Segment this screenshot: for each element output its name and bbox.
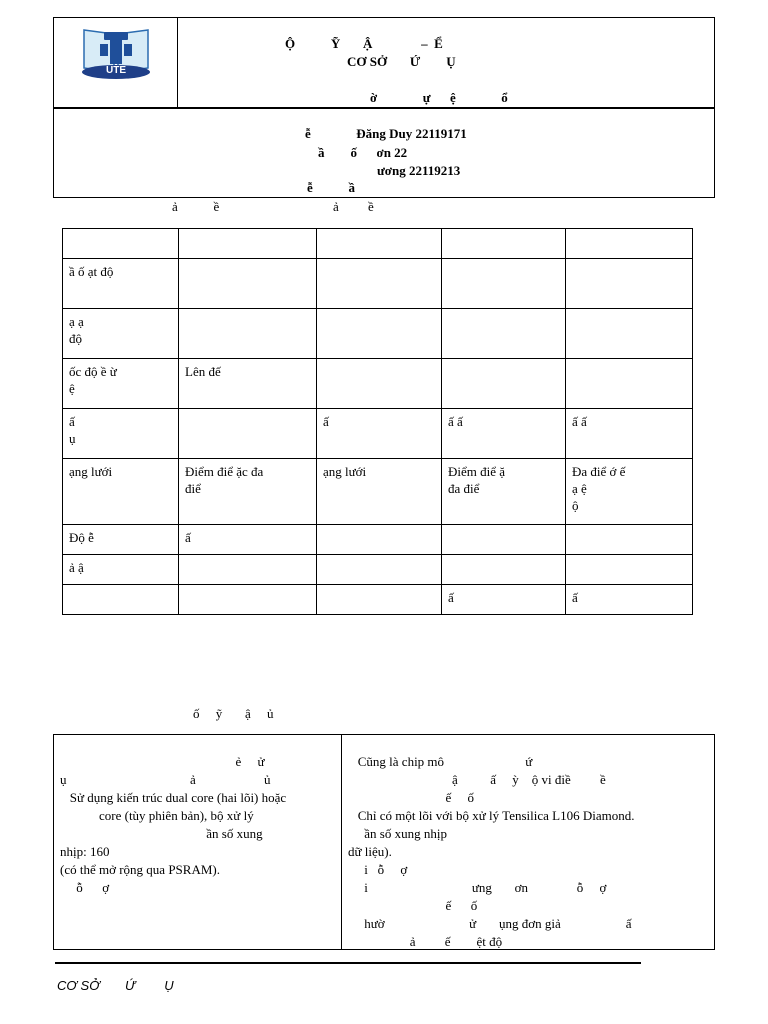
table-cell <box>317 309 442 359</box>
table-cell <box>317 525 442 555</box>
table-row <box>63 259 693 309</box>
table-cell: ấ ấ <box>566 409 693 459</box>
table-cell <box>179 585 317 615</box>
table-cell: ấ <box>317 409 442 459</box>
table-cell <box>566 229 693 259</box>
members-line2: ầ ố ơn 22 <box>318 145 408 160</box>
table-cell: Lên đế <box>179 359 317 409</box>
compare-right-line: dữ liệu). <box>348 844 392 859</box>
table-cell: ầ ố ạt độ <box>63 259 179 309</box>
table-cell <box>179 555 317 585</box>
comparison-table-body <box>63 229 693 615</box>
ute-logo <box>80 24 152 82</box>
table-cell <box>63 229 179 259</box>
table-cell: Điểm điể ặc đa điể <box>179 459 317 525</box>
compare-right-line: hườ ử ụng đơn giả ấ <box>348 916 632 931</box>
compare-caption: ố ỹ ậ ủ <box>193 706 274 721</box>
table-cell: ấ ụ <box>63 409 179 459</box>
compare-right-line: ế ố <box>348 898 478 913</box>
compare-divider <box>341 734 342 950</box>
compare-left-line: Sử dụng kiến trúc dual core (hai lõi) hoặc <box>60 790 287 805</box>
table-cell: Đa điể ớ ế ạ ệ ộ <box>566 459 693 525</box>
table-row <box>63 229 693 259</box>
table-cell <box>566 359 693 409</box>
compare-left-line: (có thể mở rộng qua PSRAM). <box>60 862 220 877</box>
table-row <box>63 585 693 615</box>
table-row <box>63 525 693 555</box>
compare-left-line: ần số xung <box>60 826 263 841</box>
compare-right-line: i ỗ ợ <box>348 862 408 877</box>
header-divider <box>177 17 178 108</box>
table-cell <box>442 555 566 585</box>
table-cell: ả ậ <box>63 555 179 585</box>
table-cell: ấ ấ <box>442 409 566 459</box>
members-line3: ương 22119213 <box>377 163 461 178</box>
table-cell: Điểm điể ặ đa điể <box>442 459 566 525</box>
header-line3: ờ ự ệ ổ <box>370 90 508 105</box>
table-cell <box>179 229 317 259</box>
compare-left-column <box>60 753 336 897</box>
table-cell: ốc độ ề ừ ệ <box>63 359 179 409</box>
compare-left-line: ỗ ợ <box>60 880 110 895</box>
compare-right-line: ậ ấ ỳ ộ vi điề ề <box>348 772 606 787</box>
compare-right-line: i ưng ơn ỗ ợ <box>348 880 607 895</box>
compare-right-line: ả ế ệt độ <box>348 934 503 949</box>
table-cell <box>442 309 566 359</box>
table-row <box>63 359 693 409</box>
table-cell: ạng lưới <box>317 459 442 525</box>
table-cell <box>566 525 693 555</box>
comparison-table <box>62 228 693 615</box>
compare-right-line: ần số xung nhịp <box>348 826 447 841</box>
compare-right-line: ế ố <box>348 790 475 805</box>
table-cell <box>566 555 693 585</box>
table-cell <box>442 259 566 309</box>
table-cell <box>566 259 693 309</box>
compare-left-line: nhịp: 160 <box>60 844 110 859</box>
table-row <box>63 309 693 359</box>
compare-right-line: Chỉ có một lõi với bộ xử lý Tensilica L106 Diamond. <box>348 808 635 823</box>
table-cell <box>317 259 442 309</box>
members-line1: ễ Đăng Duy 22119171 <box>305 126 467 141</box>
compare-left-line: ẻ ử <box>60 754 265 769</box>
table-cell <box>179 259 317 309</box>
ute-logo-text: UTE <box>106 65 126 76</box>
compare-left-line: core (tùy phiên bản), bộ xử lý <box>60 808 254 823</box>
table-cell <box>179 309 317 359</box>
compare-right-line: Cũng là chip mô ứ <box>348 754 533 769</box>
header-line1: Ộ Ỹ Ậ – Ể <box>285 36 443 51</box>
table-cell <box>442 229 566 259</box>
table-cell <box>566 309 693 359</box>
footer-rule <box>55 962 641 964</box>
table-row <box>63 459 693 525</box>
table-cell: ấ <box>179 525 317 555</box>
compare-left-line: ụ ả ủ <box>60 772 271 787</box>
table-cell: ấ <box>566 585 693 615</box>
table-cell <box>63 585 179 615</box>
table-cell <box>317 555 442 585</box>
table-caption: ả ề ả ề <box>172 199 374 214</box>
table-row <box>63 409 693 459</box>
table-cell <box>317 585 442 615</box>
members-line4: ễ ầ <box>307 180 356 195</box>
table-cell: ạng lưới <box>63 459 179 525</box>
compare-right-column <box>348 753 708 951</box>
table-cell: ạ ạ độ <box>63 309 179 359</box>
table-cell: ấ <box>442 585 566 615</box>
footer-text: CƠ SỞ Ứ Ụ <box>57 978 174 993</box>
table-row <box>63 555 693 585</box>
table-cell <box>442 359 566 409</box>
table-cell <box>179 409 317 459</box>
header-line2: CƠ SỞ Ứ Ụ <box>347 54 456 69</box>
table-cell <box>442 525 566 555</box>
table-cell <box>317 359 442 409</box>
table-cell <box>317 229 442 259</box>
table-cell: Độ ễ <box>63 525 179 555</box>
